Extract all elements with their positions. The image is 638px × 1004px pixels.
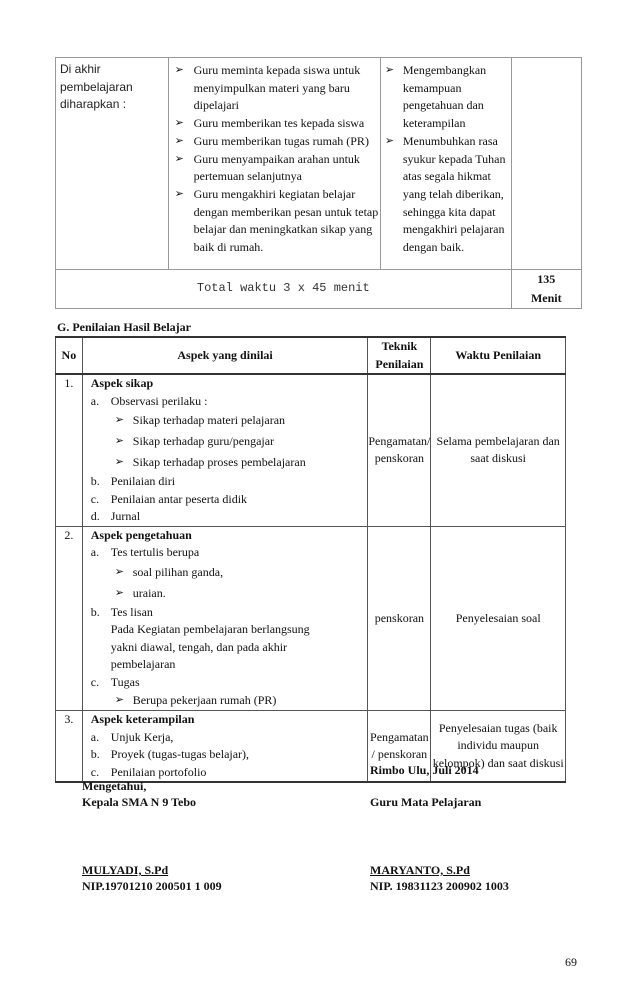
teacher-activity-item: ➢ Guru meminta kepada siswa untuk menyimpulkan materi yang baru dipelajari [169, 62, 380, 115]
row-number: 1. [56, 374, 83, 526]
left-signatory [82, 862, 222, 894]
section-title: G. Penilaian Hasil Belajar [57, 320, 191, 334]
teacher-nip: NIP. 19831123 200902 1003 [370, 879, 509, 893]
aspect-detail-line: pembelajaran [110, 657, 176, 671]
aspect-sub-item [89, 729, 368, 747]
principal-name: MULYADI, S.Pd [82, 863, 169, 877]
aspect-sub-item [89, 508, 368, 526]
sub-text: Penilaian diri [110, 474, 176, 488]
aspect-bullet: ➢ Berupa pekerjaan rumah (PR) [89, 691, 368, 710]
total-minutes: 135 [537, 272, 556, 286]
total-time-label: Total waktu 3 x 45 menit [56, 270, 512, 309]
time-cell: Penyelesaian tugas (baik individu maupun kelompok) dan saat diskusi [431, 711, 566, 783]
teacher-title: Guru Mata Pelajaran [370, 795, 482, 809]
table-row [56, 374, 566, 526]
sub-letter: b. [90, 747, 100, 761]
sub-letter: b. [90, 474, 100, 488]
total-time-value [511, 270, 581, 309]
assessment-header-row [56, 337, 566, 374]
learning-activity-table [55, 57, 582, 309]
phase-line: diharapkan : [60, 97, 127, 112]
sub-letter: d. [90, 509, 100, 523]
sub-letter: c. [90, 491, 100, 506]
aspect-title: Aspek pengetahuan [90, 527, 192, 542]
time-cell: Selama pembelajaran dan saat diskusi [431, 374, 566, 526]
teacher-activity-item: ➢ Guru memberikan tes kepada siswa [169, 115, 380, 133]
technique-cell: Pengamatan / penskoran [368, 711, 431, 783]
header-technique [368, 337, 431, 374]
aspect-cell [82, 526, 368, 711]
header-technique-line: Teknik [381, 339, 418, 353]
aspect-bullet: ➢ Sikap terhadap guru/pengajar [89, 431, 368, 452]
acknowledged-label: Mengetahui, [82, 779, 147, 793]
teacher-activity-item: ➢ Guru mengakhiri kegiatan belajar dengan memberikan pesan untuk tetap belajar dan meningkatkan sikap yang baik di rumah. [169, 186, 380, 257]
table-row [56, 526, 566, 711]
sub-text: Jurnal [110, 509, 141, 523]
aspect-detail-line: Pada Kegiatan pembelajaran berlangsung [110, 622, 310, 636]
sub-letter: a. [90, 393, 100, 408]
sub-text: Observasi perilaku : [110, 393, 208, 408]
time-cell [511, 58, 581, 270]
right-signatory [370, 862, 509, 894]
sub-text: Proyek (tugas-tugas belajar), [110, 747, 250, 761]
header-time: Waktu Penilaian [431, 337, 566, 374]
header-technique-line: Penilaian [375, 356, 424, 371]
time-cell: Penyelesaian soal [431, 526, 566, 711]
sub-text: Tes lisan [110, 604, 153, 619]
aspect-cell [82, 374, 368, 526]
aspect-sub-item [89, 604, 368, 622]
goal-cell [380, 58, 511, 270]
sub-text: Tes tertulis berupa [110, 545, 200, 559]
total-time-row [56, 270, 582, 309]
sub-letter: c. [90, 764, 100, 779]
aspect-bullet: ➢ soal pilihan ganda, [89, 562, 368, 583]
goal-item: ➢ Menumbuhkan rasa syukur kepada Tuhan atas segala hikmat yang telah diberikan, sehingga kita dapat mengakhiri pelajaran dengan baik. [381, 133, 511, 257]
sub-letter: b. [90, 604, 100, 619]
aspect-sub-item [89, 544, 368, 562]
goal-item: ➢ Mengembangkan kemampuan pengetahuan dan keterampilan [381, 62, 511, 133]
header-aspect: Aspek yang dinilai [82, 337, 368, 374]
aspect-cell [82, 711, 368, 783]
aspect-detail-line: yakni diawal, tengah, dan pada akhir [110, 639, 288, 654]
place-date: Rimbo Ulu, Juli 2014 [370, 763, 479, 777]
aspect-sub-item [89, 393, 368, 411]
teacher-activity-item: ➢ Guru menyampaikan arahan untuk pertemuan selanjutnya [169, 151, 380, 186]
principal-title: Kepala SMA N 9 Tebo [82, 795, 197, 809]
teacher-activity-cell [168, 58, 380, 270]
closing-activity-row [56, 58, 582, 270]
sub-text: Unjuk Kerja, [110, 729, 174, 744]
sub-text: Tugas [110, 674, 140, 689]
principal-nip: NIP.19701210 200501 1 009 [82, 879, 222, 893]
sub-letter: c. [90, 674, 100, 689]
phase-line: pembelajaran [60, 79, 133, 94]
technique-cell: penskoran [368, 526, 431, 711]
total-unit: Menit [530, 291, 562, 305]
teacher-activity-item: ➢ Guru memberikan tugas rumah (PR) [169, 133, 380, 151]
sub-text: Penilaian antar peserta didik [110, 491, 248, 506]
row-number: 3. [56, 711, 83, 783]
left-signatory-title [82, 778, 196, 810]
aspect-sub-item [89, 746, 368, 764]
phase-line: Di akhir [60, 62, 101, 76]
page-number: 69 [565, 955, 577, 969]
sub-text: Penilaian portofolio [110, 764, 207, 779]
aspect-sub-item [89, 674, 368, 692]
activity-phase-cell [56, 58, 169, 270]
aspect-title: Aspek keterampilan [90, 712, 195, 726]
aspect-bullet: ➢ uraian. [89, 583, 368, 604]
aspect-bullet: ➢ Sikap terhadap proses pembelajaran [89, 452, 368, 473]
technique-cell: Pengamatan/ penskoran [368, 374, 431, 526]
assessment-table [55, 336, 566, 783]
header-no: No [56, 337, 83, 374]
teacher-name: MARYANTO, S.Pd [370, 863, 470, 877]
aspect-title: Aspek sikap [90, 376, 154, 390]
aspect-sub-item [89, 491, 368, 509]
row-number: 2. [56, 526, 83, 711]
table-row [56, 711, 566, 783]
sub-letter: a. [90, 729, 100, 744]
sub-letter: a. [90, 545, 100, 559]
aspect-bullet: ➢ Sikap terhadap materi pelajaran [89, 410, 368, 431]
aspect-sub-item [89, 473, 368, 491]
